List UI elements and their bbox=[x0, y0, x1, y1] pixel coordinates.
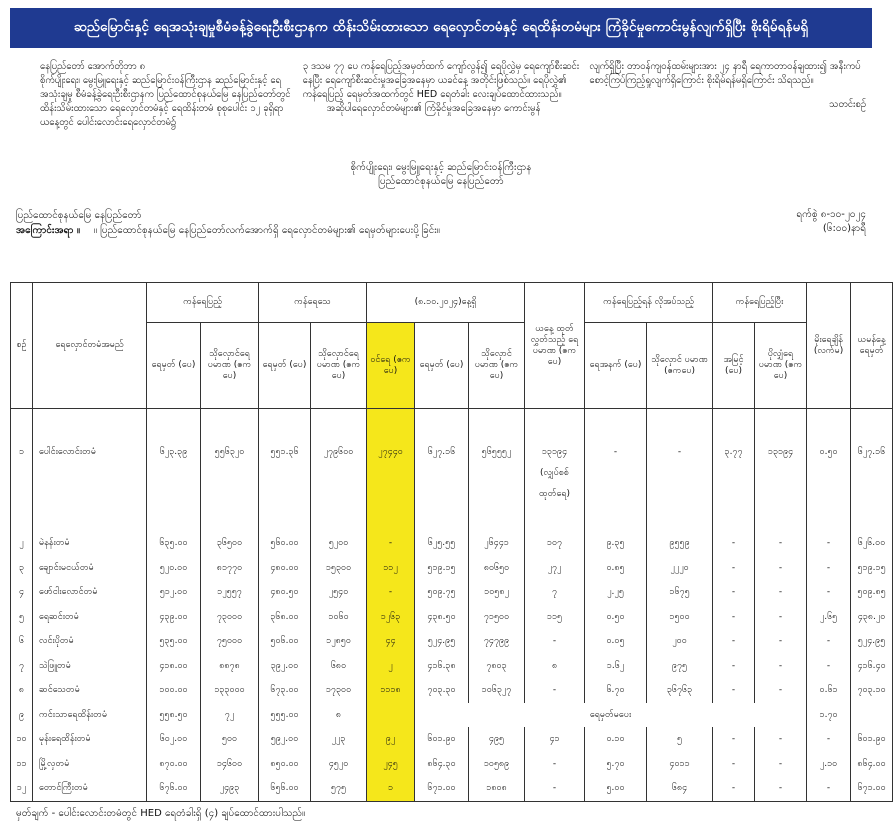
cell-released bbox=[525, 409, 585, 532]
cell-over-vol: - bbox=[755, 727, 807, 751]
cell-full-lvl: ၄၁၈.၀၀ bbox=[147, 654, 201, 678]
cell-inflow: - bbox=[367, 580, 415, 604]
cell-inflow: ၁၁၂ bbox=[367, 556, 415, 580]
cell-dead-vol: ၆၈၀ bbox=[311, 654, 367, 678]
cell-lvl: ၅၂၄.၉၅ bbox=[415, 629, 469, 653]
cell-dead-lvl: ၃၆၈.၀၀ bbox=[259, 605, 311, 629]
cell-rain: ၀.၅၀ bbox=[807, 409, 851, 532]
cell-lvl: ၅၀၉.၇၅ bbox=[415, 580, 469, 604]
cell-inflow bbox=[367, 703, 415, 727]
cell-over-vol: - bbox=[755, 678, 807, 702]
cell-over-ft: - bbox=[713, 629, 755, 653]
header-dead: ကန်ရေသေ bbox=[259, 283, 367, 323]
subheader-inflow: ဝင်ရေ (ဧကပေ) bbox=[367, 323, 415, 409]
cell-name: မုန်းရေထိန်းတမံ bbox=[33, 727, 147, 751]
cell-no: ၁၁ bbox=[11, 752, 33, 776]
cell-inflow: - bbox=[367, 532, 415, 556]
cell-full-vol: ၅၀၀ bbox=[201, 727, 259, 751]
cell-rem-vol: - bbox=[647, 409, 713, 532]
dateline: နေပြည်တော် အောက်တိုဘာ ၈ bbox=[40, 61, 146, 72]
cell-lvl: ၆၂၇.၁၆ bbox=[415, 409, 469, 532]
cell-no: ၈ bbox=[11, 678, 33, 702]
cell-over-vol: - bbox=[755, 605, 807, 629]
cell-full-lvl: ၁၀၀.၀၀ bbox=[147, 678, 201, 702]
reservoir-table bbox=[10, 282, 893, 802]
cell-rem-vol: ၂၀၀ bbox=[647, 629, 713, 653]
cell-dead-lvl: ၅၅၁.၃၆ bbox=[259, 409, 311, 532]
cell-no: ၃ bbox=[11, 556, 33, 580]
cell-dead-vol: ၂၅၄၀ bbox=[311, 580, 367, 604]
cell-over-vol: - bbox=[755, 556, 807, 580]
cell-over-ft: - bbox=[713, 580, 755, 604]
cell-lvl: ၄၁၆.၃၈ bbox=[415, 654, 469, 678]
cell-vol: ၇၁၅၀၀ bbox=[469, 605, 525, 629]
cell-yday: ၆၀၁.၉၀ bbox=[851, 727, 893, 751]
cell-rem-ft: ၂.၂၅ bbox=[585, 580, 647, 604]
cell-over-vol: - bbox=[755, 580, 807, 604]
cell-dead-lvl: ၅၆၀.၀၀ bbox=[259, 532, 311, 556]
cell-inflow: ၂၄၅ bbox=[367, 752, 415, 776]
released-note: ထုတ်ရေ) bbox=[539, 489, 571, 499]
cell-rain: ၀.၆၁ bbox=[807, 678, 851, 702]
cell-name: ချောင်းမငယ်တမံ bbox=[33, 556, 147, 580]
cell-dead-lvl: ၃၉၂.၀၀ bbox=[259, 654, 311, 678]
cell-rain: ၁.၇၀ bbox=[807, 703, 851, 727]
cell-full-lvl: ၆၇၆.၀၀ bbox=[147, 776, 201, 801]
cell-vol: ၁၀၅၈၉ bbox=[469, 752, 525, 776]
cell-rem-ft: ၀.၀၅ bbox=[585, 629, 647, 653]
subheader-remain-depth: ရေအနက် (ပေ) bbox=[585, 323, 647, 409]
cell-rem-vol: ၃၆၇၆၃ bbox=[647, 678, 713, 702]
cell-rem-vol: ၄၀၁၁ bbox=[647, 752, 713, 776]
cell-over-ft: - bbox=[713, 776, 755, 801]
news-column-3 bbox=[589, 60, 866, 170]
cell-rain: - bbox=[807, 727, 851, 751]
cell-over-vol: - bbox=[755, 752, 807, 776]
cell-rain: ၂.၁၀ bbox=[807, 752, 851, 776]
news-column-1 bbox=[16, 60, 293, 170]
cell-rem-ft: ၅.၇၀ bbox=[585, 752, 647, 776]
cell-dead-vol: ၈ bbox=[311, 703, 367, 727]
news-source: သတင်းစဉ် bbox=[829, 99, 867, 110]
subject-text: ။ ပြည်ထောင်စုနယ်မြေ နေပြည်တော်လက်အောက်ရှိ ရေလှောင်တမံများ၏ ရေမှတ်များပေးပို့ခြင်း။ bbox=[94, 225, 440, 236]
cell-inflow: ၁၁၁၈ bbox=[367, 678, 415, 702]
letter-meta-left bbox=[16, 208, 440, 238]
cell-full-lvl: ၆၀၂.၀၀ bbox=[147, 727, 201, 751]
subject-line bbox=[16, 223, 440, 238]
table-row bbox=[11, 556, 893, 580]
cell-name: ဆင်သေတမံ bbox=[33, 678, 147, 702]
cell-full-vol: ၇၅၀၀၀ bbox=[201, 629, 259, 653]
cell-merged-note: ရေမှတ်မပေး bbox=[415, 703, 807, 727]
cell-dead-vol: ၄၅၂၀ bbox=[311, 752, 367, 776]
cell-inflow: ၁ bbox=[367, 776, 415, 801]
cell-yday: ၄၁၆.၄၀ bbox=[851, 654, 893, 678]
cell-full-vol: ၂၄၉၃ bbox=[201, 776, 259, 801]
cell-name: တောင်ကြီးတမံ bbox=[33, 776, 147, 801]
cell-vol: ၅၆၅၅၅၂ bbox=[469, 409, 525, 532]
table-row bbox=[11, 580, 893, 604]
cell-full-vol: ၃၆၅၀၀ bbox=[201, 532, 259, 556]
cell-dead-lvl: ၄၈၀.၅၀ bbox=[259, 580, 311, 604]
cell-no: ၁၀ bbox=[11, 727, 33, 751]
header-over: ကန်ရေပြည့်ပြီး bbox=[713, 283, 807, 323]
cell-full-vol: ၁၃၃၀၀၀ bbox=[201, 678, 259, 702]
footnote: မှတ်ချက် - ပေါင်းလောင်းတမံတွင် HED ရေတံခါးရှိ (၄) ချပ်ထောင်ထားပါသည်။ bbox=[16, 808, 306, 819]
cell-vol: ၁၀၅၈၂ bbox=[469, 580, 525, 604]
cell-over-ft: - bbox=[713, 556, 755, 580]
issuer-region: ပြည်ထောင်စုနယ်မြေ နေပြည်တော် bbox=[378, 176, 504, 187]
cell-lvl: ၆၀၁.၉၀ bbox=[415, 727, 469, 751]
header-no: စဉ် bbox=[11, 283, 33, 409]
cell-rem-vol: ၁၆၇၅ bbox=[647, 580, 713, 604]
cell-over-ft: - bbox=[713, 727, 755, 751]
subheader-storage: သိုလှောင်ရေ ပမာဏ (ဧကပေ) bbox=[201, 323, 259, 409]
cell-full-lvl: ၅၁၂.၀၀ bbox=[147, 580, 201, 604]
cell-released: - bbox=[525, 678, 585, 702]
cell-full-lvl: ၆၂၃.၃၉ bbox=[147, 409, 201, 532]
cell-dead-lvl: ၅၉၂.၀၀ bbox=[259, 727, 311, 751]
cell-over-ft: - bbox=[713, 678, 755, 702]
cell-yday: ၇၀၃.၁၀ bbox=[851, 678, 893, 702]
subheader-level: ရေမှတ် (ပေ) bbox=[147, 323, 201, 409]
header-yday: ယမန်နေ့ ရေမှတ် bbox=[851, 283, 893, 409]
cell-over-ft: - bbox=[713, 654, 755, 678]
cell-vol: ၈၀၆၅၀ bbox=[469, 556, 525, 580]
cell-full-vol: ၇၃၀၀၀ bbox=[201, 605, 259, 629]
cell-yday: ၄၃၈.၂၀ bbox=[851, 605, 893, 629]
time-line: (၆:၀၀)နာရီ bbox=[822, 223, 866, 234]
header-diff: ကန်ရေပြည့်ရန် လိုအပ်သည့် bbox=[585, 283, 713, 323]
cell-rem-vol: ၅ bbox=[647, 727, 713, 751]
cell-yday: ၅၂၄.၉၅ bbox=[851, 629, 893, 653]
table-body bbox=[11, 409, 893, 802]
paragraph: ၃ ဒသမ ၇၇ ပေ ကန်ရေပြည့်အမှတ်ထက် ကျော်လွန်၍ ရေပိုလွှဲမှ ရေကျော်စီးဆင်းနေပြီး ရေကျော်စီးဆင်းမှုအခြေအနေမှာ ယခင်နေ့ အတိုင်းဖြစ်သည်။ ရေပိုလွှဲ၏ ကန်ရေပြည့် ရေမှတ်အထက်တွင် HED ရေတံခါး လေးချပ်ထောင်ထားသည်။ bbox=[302, 61, 580, 100]
table-row bbox=[11, 629, 893, 653]
cell-yday: ၅၁၉.၁၅ bbox=[851, 556, 893, 580]
cell-full-vol: ၅၅၆၃၂၀ bbox=[201, 409, 259, 532]
cell-full-lvl: ၈၇၀.၀၀ bbox=[147, 752, 201, 776]
cell-vol: ၄၉၅ bbox=[469, 727, 525, 751]
table-row bbox=[11, 703, 893, 727]
cell-released: - bbox=[525, 776, 585, 801]
header-rain: မိုးရေချိန် (လက်မ) bbox=[807, 283, 851, 409]
cell-full-lvl: ၅၃၅.၀၀ bbox=[147, 629, 201, 653]
cell-lvl: ၆၇၁.၀၀ bbox=[415, 776, 469, 801]
cell-full-vol: ၁၄၆၀၀ bbox=[201, 752, 259, 776]
subheader-over-volume: ပိုလျှံရေ ပမာဏ (ဧကပေ) bbox=[755, 323, 807, 409]
subheader-over-height: အမြင့် (ပေ) bbox=[713, 323, 755, 409]
cell-released: ၇ bbox=[525, 580, 585, 604]
cell-rem-ft: - bbox=[585, 409, 647, 532]
cell-released: ၄၁ bbox=[525, 727, 585, 751]
cell-vol: ၁၈၀၈ bbox=[469, 776, 525, 801]
cell-rem-ft: ၀.၈၅ bbox=[585, 556, 647, 580]
cell-rem-ft: ၀.၅၀ bbox=[585, 605, 647, 629]
cell-rain: - bbox=[807, 654, 851, 678]
cell-dead-vol: ၂၇၉၆၀၀ bbox=[311, 409, 367, 532]
cell-released: ၈ bbox=[525, 654, 585, 678]
subheader-storage: သိုလှောင်ရေ ပမာဏ (ဧကပေ) bbox=[311, 323, 367, 409]
cell-over-vol: ၁၃၁၉၄ bbox=[755, 409, 807, 532]
cell-full-vol: ၈၁၇၇၀ bbox=[201, 556, 259, 580]
cell-inflow: ၂ bbox=[367, 654, 415, 678]
cell-over-vol: - bbox=[755, 654, 807, 678]
header-date: (၈.၁၀.၂၀၂၄)နေ့ရှိ bbox=[367, 283, 525, 323]
cell-vol: ၂၆၄၄၁ bbox=[469, 532, 525, 556]
cell-inflow: ၂၇၄၄၀ bbox=[367, 409, 415, 532]
cell-no: ၇ bbox=[11, 654, 33, 678]
cell-dead-vol: ၁၀၆၀ bbox=[311, 605, 367, 629]
table-row bbox=[11, 605, 893, 629]
cell-dead-lvl: ၅၀၆.၀၀ bbox=[259, 629, 311, 653]
subheader-level: ရေမှတ် (ပေ) bbox=[415, 323, 469, 409]
cell-vol: ၇၈၀၃ bbox=[469, 654, 525, 678]
cell-rem-vol: ၁၅၀၀ bbox=[647, 605, 713, 629]
cell-lvl: ၅၁၉.၁၅ bbox=[415, 556, 469, 580]
cell-full-vol: ၈၈၇၈ bbox=[201, 654, 259, 678]
cell-full-lvl: ၄၃၉.၀၀ bbox=[147, 605, 201, 629]
cell-released: ၂၇၂ bbox=[525, 556, 585, 580]
cell-rain: - bbox=[807, 556, 851, 580]
cell-name: ရေဆင်းတမံ bbox=[33, 605, 147, 629]
cell-name: သဲဖြူတမံ bbox=[33, 654, 147, 678]
table-row bbox=[11, 776, 893, 801]
cell-full-vol: ၁၂၅၅၇ bbox=[201, 580, 259, 604]
cell-inflow: ၄၄ bbox=[367, 629, 415, 653]
cell-name: ဖော်ငါးလောင်တမံ bbox=[33, 580, 147, 604]
cell-dead-vol: ၁၇၃၀၀ bbox=[311, 678, 367, 702]
cell-yday bbox=[851, 703, 893, 727]
cell-released: - bbox=[525, 629, 585, 653]
table-row bbox=[11, 752, 893, 776]
cell-yday: ၈၆၄.၀၀ bbox=[851, 752, 893, 776]
cell-dead-vol: ၅၇၅ bbox=[311, 776, 367, 801]
letter-meta-right bbox=[796, 208, 866, 236]
cell-name: မဲနန်းတမံ bbox=[33, 532, 147, 556]
cell-released: ၁၀၇ bbox=[525, 532, 585, 556]
cell-over-vol: - bbox=[755, 629, 807, 653]
cell-rain: ၂.၆၅ bbox=[807, 605, 851, 629]
cell-rem-ft: ၆.၇၀ bbox=[585, 678, 647, 702]
cell-rain: - bbox=[807, 532, 851, 556]
paragraph: စိုက်ပျိုးရေး၊ မွေးမြူရေးနှင့် ဆည်မြောင်းဝန်ကြီးဌာန ဆည်မြောင်းနှင့် ရေအသုံးချမှု စီမံခန့်ခွဲရေးဦးစီးဌာနက ပြည်ထောင်စုနယ်မြေ နေပြည်တော်တွင် ထိန်းသိမ်းထားသော ရေလှောင်တမံနှင့် ရေထိန်းတမံ စုစုပေါင်း ၁၂ ခုရှိရာ ယနေ့တွင် ပေါင်းလောင်းရေလှောင်တမံ၌ bbox=[40, 75, 291, 128]
released-value: ၁၃၁၉၄ bbox=[541, 447, 568, 457]
cell-dead-lvl: ၈၅၀.၀၀ bbox=[259, 752, 311, 776]
issuer-ministry: စိုက်ပျိုးရေး၊ မွေးမြူရေးနှင့် ဆည်မြောင်းဝန်ကြီးဌာန bbox=[350, 162, 532, 173]
cell-over-ft: - bbox=[713, 532, 755, 556]
header-name: ရေလှောင်တမံအမည် bbox=[33, 283, 147, 409]
table-row bbox=[11, 678, 893, 702]
cell-dead-lvl: ၆၇၃.၀၀ bbox=[259, 678, 311, 702]
cell-full-vol: ၇၂ bbox=[201, 703, 259, 727]
cell-dead-lvl: ၅၅၅.၀၀ bbox=[259, 703, 311, 727]
cell-name: ကင်းသာရေထိန်းတမံ bbox=[33, 703, 147, 727]
cell-lvl: ၆၂၅.၅၅ bbox=[415, 532, 469, 556]
cell-over-vol: - bbox=[755, 532, 807, 556]
released-note: (လျှပ်စစ် bbox=[540, 468, 569, 478]
cell-rain: - bbox=[807, 776, 851, 801]
cell-dead-vol: ၂၂၃ bbox=[311, 727, 367, 751]
cell-dead-vol: ၁၂၈၅၀ bbox=[311, 629, 367, 653]
cell-no: ၁၂ bbox=[11, 776, 33, 801]
cell-over-ft: ၃.၇၇ bbox=[713, 409, 755, 532]
subject-label: အကြောင်းအရာ ။ bbox=[16, 225, 81, 236]
date-line: ရက်စွဲ ၈-၁၀-၂၀၂၄ bbox=[796, 209, 866, 220]
cell-rem-ft: ၀.၁၀ bbox=[585, 727, 647, 751]
table-row bbox=[11, 727, 893, 751]
cell-lvl: ၈၆၄.၃၀ bbox=[415, 752, 469, 776]
header-released: ယနေ့ ထုတ်လွှတ်သည့် ရေပမာဏ (ဧကပေ) bbox=[525, 283, 585, 409]
table-row bbox=[11, 409, 893, 532]
cell-vol: ၇၄၇၉၉ bbox=[469, 629, 525, 653]
cell-rem-vol: ၉၇၅ bbox=[647, 654, 713, 678]
cell-name: ပေါင်းလောင်းတမံ bbox=[33, 409, 147, 532]
cell-dead-lvl: ၄၈၀.၀၀ bbox=[259, 556, 311, 580]
cell-name: မြို့လှတမံ bbox=[33, 752, 147, 776]
cell-rain: - bbox=[807, 580, 851, 604]
cell-inflow: ၁၂၆၃ bbox=[367, 605, 415, 629]
cell-no: ၁ bbox=[11, 409, 33, 532]
cell-rem-ft: ၅.၀၀ bbox=[585, 776, 647, 801]
cell-lvl: ၇၀၃.၃၀ bbox=[415, 678, 469, 702]
news-body bbox=[16, 60, 866, 170]
cell-yday: ၆၂၆.၀၀ bbox=[851, 532, 893, 556]
cell-name: လင်းပိုတမံ bbox=[33, 629, 147, 653]
cell-full-lvl: ၅၂၀.၀၀ bbox=[147, 556, 201, 580]
cell-rem-ft: ၉.၃၅ bbox=[585, 532, 647, 556]
cell-over-ft: - bbox=[713, 605, 755, 629]
cell-no: ၉ bbox=[11, 703, 33, 727]
news-column-2 bbox=[303, 60, 580, 170]
cell-no: ၄ bbox=[11, 580, 33, 604]
cell-inflow: ၉၂ bbox=[367, 727, 415, 751]
cell-dead-lvl: ၆၅၆.၀၀ bbox=[259, 776, 311, 801]
cell-over-ft: - bbox=[713, 752, 755, 776]
cell-over-vol: - bbox=[755, 776, 807, 801]
cell-rain: - bbox=[807, 629, 851, 653]
paragraph: အဆိုပါရေလှောင်တမံများ၏ ကြံခိုင်မှုအခြေအနေမှာ ကောင်းမွန် bbox=[326, 103, 541, 114]
table-row bbox=[11, 532, 893, 556]
cell-rem-ft: ၁.၆၂ bbox=[585, 654, 647, 678]
subheader-storage: သိုလှောင် ပမာဏ (ဧကပေ) bbox=[469, 323, 525, 409]
cell-released: ၁၁၅ bbox=[525, 605, 585, 629]
cell-released: - bbox=[525, 752, 585, 776]
issuer-block bbox=[0, 161, 882, 189]
banner-title: ဆည်မြောင်းနှင့် ရေအသုံးချမှုစီမံခန့်ခွဲရေးဦးစီးဌာနက ထိန်းသိမ်းထားသော ရေလှောင်တမံနှင့် ရေထိန်းတမံများ ကြံခိုင်မှုကောင်းမွန်လျက်ရှိပြီး စိုးရိမ်ရန်မရှိ bbox=[10, 8, 872, 48]
cell-rem-vol: ၆၈၄ bbox=[647, 776, 713, 801]
cell-vol: ၁၀၆၃၂၇ bbox=[469, 678, 525, 702]
region-line: ပြည်ထောင်စုနယ်မြေ နေပြည်တော် bbox=[16, 210, 142, 221]
cell-yday: ၆၇၁.၀၀ bbox=[851, 776, 893, 801]
subheader-remain-volume: သိုလှောင် ပမာဏ (ဧကပေ) bbox=[647, 323, 713, 409]
header-full: ကန်ရေပြည့် bbox=[147, 283, 259, 323]
cell-no: ၆ bbox=[11, 629, 33, 653]
cell-dead-vol: ၅၂၀၀ bbox=[311, 532, 367, 556]
cell-rem-vol: ၉၅၅၉ bbox=[647, 532, 713, 556]
cell-yday: ၅၀၉.၈၅ bbox=[851, 580, 893, 604]
cell-full-lvl: ၅၅၈.၅၀ bbox=[147, 703, 201, 727]
cell-yday: ၆၂၇.၁၆ bbox=[851, 409, 893, 532]
cell-no: ၂ bbox=[11, 532, 33, 556]
cell-rem-vol: ၂၂၂၀ bbox=[647, 556, 713, 580]
subheader-level: ရေမှတ် (ပေ) bbox=[259, 323, 311, 409]
cell-full-lvl: ၆၃၅.၀၀ bbox=[147, 532, 201, 556]
cell-dead-vol: ၁၅၃၀၀ bbox=[311, 556, 367, 580]
table-row bbox=[11, 654, 893, 678]
paragraph: လျက်ရှိပြီး တာဝန်ကျဝန်ထမ်းများအား ၂၄ နာရီ ရေကာတာဝန်ချထား၍ အနီးကပ်စောင့်ကြပ်ကြည့်ရှုလျက်ရှိကြောင်း စိုးရိမ်ရန်မရှိကြောင်း သိရသည်။ bbox=[589, 61, 861, 86]
cell-lvl: ၄၃၈.၅၀ bbox=[415, 605, 469, 629]
cell-no: ၅ bbox=[11, 605, 33, 629]
